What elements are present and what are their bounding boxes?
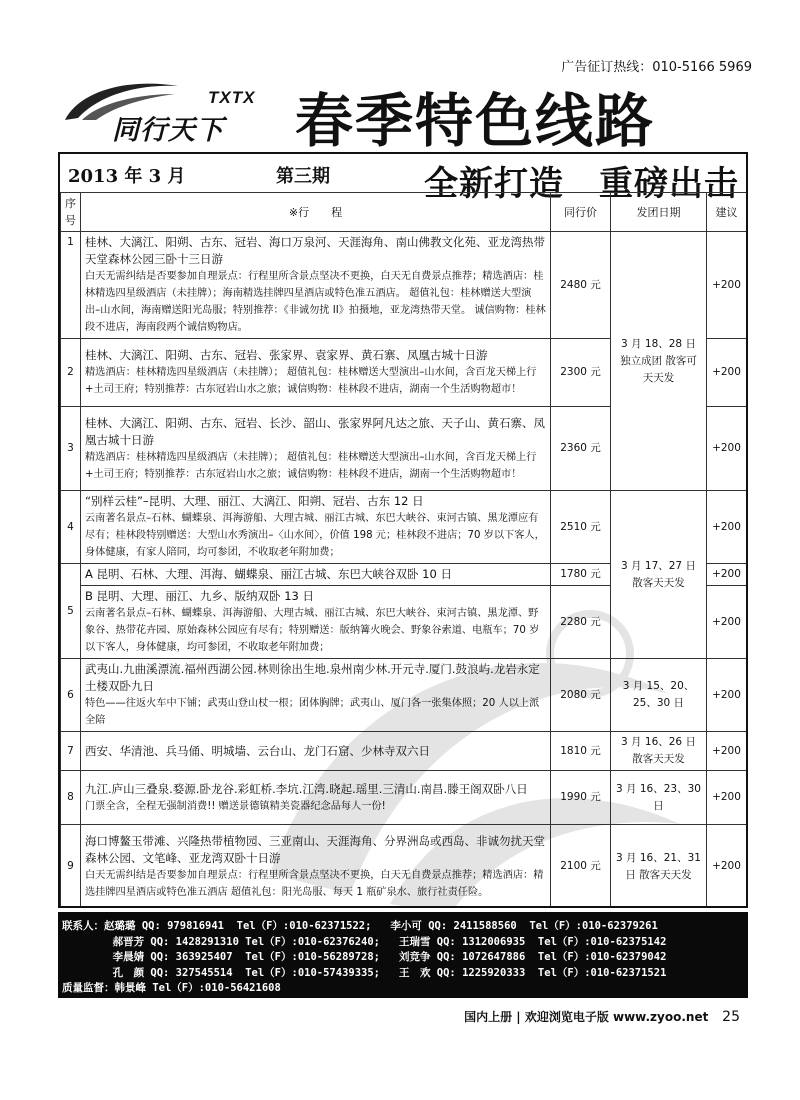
routes-panel <box>58 152 748 908</box>
route-name: 西安、华清池、兵马俑、明城墙、云台山、龙门石窟、少林寺双六日 <box>85 743 430 758</box>
route-detail: 门票全含，全程无强制消费!! 赠送景德镇精美瓷器纪念品每人一份! <box>85 800 386 812</box>
route-trip <box>81 732 551 771</box>
table-row <box>61 732 747 771</box>
route-trip <box>81 825 551 909</box>
col-date-header: 发团日期 <box>611 193 707 232</box>
route-suggest: +200 <box>707 232 747 339</box>
route-date: 3 月 15、20、25、30 日 <box>611 659 707 732</box>
routes-table <box>60 192 747 908</box>
table-row <box>61 771 747 825</box>
issue-header <box>60 154 746 204</box>
route-trip <box>81 491 551 564</box>
page-title: 春季特色线路 <box>295 87 656 155</box>
route-detail: 白天无需纠结是否要参加自理景点：行程里所含景点坚决不更换，白天无自费景点推荐；精选酒店：桂林精选四星级酒店（未挂牌）；海南精选挂牌四星酒店或特色准五酒店。 超值礼包：桂林赠送大型演出–山水间，海南赠送阳光岛服；特别推荐：《非诚勿扰 II》拍摄地，亚龙湾热带天堂。 诚信购物：桂林段不进店，海南段两个诚信购物店。 <box>85 271 546 333</box>
col-trip-header: ※行 程 <box>81 193 551 232</box>
route-date-group: 3 月 18、28 日 独立成团 散客可天天发 <box>611 232 707 491</box>
route-price: 1780 元 <box>551 564 611 586</box>
route-no: 7 <box>61 732 81 771</box>
route-suggest: +200 <box>707 586 747 659</box>
route-price: 2280 元 <box>551 586 611 659</box>
route-price: 2100 元 <box>551 825 611 909</box>
quality-supervisor-line: 质量监督：韩景峰 Tel（F）:010-56421608 <box>62 982 281 994</box>
page-number: 25 <box>722 1009 740 1025</box>
route-name: 海口博鳌玉带滩、兴隆热带植物园、三亚南山、天涯海角、分界洲岛或西岛、非诚勿扰天堂森林公园、文笔峰、亚龙湾双卧十日游 <box>85 833 545 865</box>
route-detail: 精选酒店：桂林精选四星级酒店（未挂牌）； 超值礼包：桂林赠送大型演出–山水间，含百龙天梯上行+土司王府；特别推荐：古东冠岩山水之旅；诚信购物：桂林段不进店，湖南一个生活购物超市！ <box>85 367 537 395</box>
table-row <box>61 659 747 732</box>
contacts-box <box>58 912 748 998</box>
footer-text: 国内上册 | 欢迎浏览电子版 www.zyoo.net <box>464 1010 709 1024</box>
slogan: 全新打造 重磅出击 <box>424 164 739 204</box>
route-no: 1 <box>61 232 81 339</box>
route-detail: 白天无需纠结是否要参加自理景点：行程里所含景点坚决不更换，白天无自费景点推荐；精选酒店：精选挂牌四星酒店或特色准五酒店 超值礼包：阳光岛服、每天 1 瓶矿泉水、旅行社责任险。 <box>85 869 544 898</box>
route-date: 3 月 16、26 日 散客天天发 <box>611 732 707 771</box>
route-no: 6 <box>61 659 81 732</box>
route-name: “别样云桂”–昆明、大理、丽江、大漓江、阳朔、冠岩、古东 12 日 <box>85 494 424 508</box>
contact-line: 联系人：赵璐璐 QQ: 979816941 Tel（F）:010-62371522; 李小可 QQ: 2411588560 Tel（F）:010-62379261 <box>62 920 658 932</box>
route-trip <box>81 586 551 659</box>
route-date: 3 月 16、23、30 日 <box>611 771 707 825</box>
route-price: 2480 元 <box>551 232 611 339</box>
table-row <box>61 491 747 564</box>
contact-line: 孔 颜 QQ: 327545514 Tel（F）:010-57439335; 王 欢 QQ: 1225920333 Tel（F）:010-62371521 <box>62 966 667 979</box>
route-no: 8 <box>61 771 81 825</box>
route-no: 2 <box>61 339 81 407</box>
route-name: 九江.庐山三叠泉.婺源.卧龙谷.彩虹桥.李坑.江湾.晓起.瑶里.三清山.南昌.滕王阁双卧八日 <box>85 781 528 796</box>
route-no: 5 <box>61 564 81 659</box>
route-name: 武夷山.九曲溪漂流.福州西湖公园.林则徐出生地.泉州南少林.开元寺.厦门.鼓浪屿.龙岩永定土楼双卧九日 <box>85 662 540 693</box>
issue-number: 第三期 <box>276 166 330 187</box>
col-price-header: 同行价 <box>551 193 611 232</box>
route-detail: 精选酒店：桂林精选四星级酒店（未挂牌）； 超值礼包：桂林赠送大型演出–山水间，含百龙天梯上行+土司王府；特别推荐：古东冠岩山水之旅；诚信购物：桂林段不进店，湖南一个生活购物超市！ <box>85 451 537 480</box>
route-name: A 昆明、石林、大理、洱海、蝴蝶泉、丽江古城、东巴大峡谷双卧 10 日 <box>85 567 452 581</box>
route-trip <box>81 659 551 732</box>
route-suggest: +200 <box>707 825 747 909</box>
route-trip <box>81 564 551 586</box>
issue-date: 2013 年 3 月 <box>68 166 186 187</box>
route-detail: 云南著名景点–石林、蝴蝶泉、洱海游船、大理古城、丽江古城、东巴大峡谷、束河古镇、黑龙潭、野象谷、热带花卉园、原始森林公园应有尽有；特别赠送：版纳篝火晚会、野象谷索道、电瓶车；70 岁以下客人，身体健康，均可参团，不收取老年附加费； <box>85 608 540 653</box>
route-name: 桂林、大漓江、阳朔、古东、冠岩、海口万泉河、天涯海角、南山佛教文化苑、亚龙湾热带天堂森林公园三卧十三日游 <box>85 235 545 266</box>
table-header-row <box>61 193 747 232</box>
route-suggest: +200 <box>707 407 747 491</box>
brand-latin: TXTX <box>208 88 256 107</box>
route-suggest: +200 <box>707 564 747 586</box>
route-date-group: 3 月 17、27 日 散客天天发 <box>611 491 707 659</box>
route-price: 2080 元 <box>551 659 611 732</box>
route-no: 9 <box>61 825 81 909</box>
route-name: B 昆明、大理、丽江、九乡、版纳双卧 13 日 <box>85 589 314 603</box>
route-suggest: +200 <box>707 771 747 825</box>
col-suggest-header: 建议 <box>707 193 747 232</box>
contact-line: 郝晋芳 QQ: 1428291310 Tel（F）:010-62376240; 王瑞雪 QQ: 1312006935 Tel（F）:010-62375142 <box>62 935 667 948</box>
route-suggest: +200 <box>707 732 747 771</box>
route-price: 2360 元 <box>551 407 611 491</box>
contact-line: 李晨婧 QQ: 363925407 Tel（F）:010-56289728; 刘竞争 QQ: 1072647886 Tel（F）:010-62379042 <box>62 951 667 963</box>
route-name: 桂林、大漓江、阳朔、古东、冠岩、长沙、韶山、张家界阿凡达之旅、天子山、黄石寨、凤凰古城十日游 <box>85 415 545 447</box>
route-no: 4 <box>61 491 81 564</box>
route-no: 3 <box>61 407 81 491</box>
route-suggest: +200 <box>707 659 747 732</box>
route-detail: 云南著名景点–石林、蝴蝶泉、洱海游船、大理古城、丽江古城、东巴大峡谷、束河古镇、黑龙潭应有尽有；桂林段特别赠送：大型山水秀演出–〈山水间〉，价值 198 元；桂林段不进店；70 岁以下客人，身体健康，有家人陪同，均可参团，不收取老年附加费； <box>85 513 545 558</box>
page-footer <box>464 1008 740 1025</box>
table-row <box>61 825 747 909</box>
route-trip <box>81 339 551 407</box>
route-name: 桂林、大漓江、阳朔、古东、冠岩、张家界、袁家界、黄石寨、凤凰古城十日游 <box>85 348 488 362</box>
route-detail: 特色——往返火车中下铺；武夷山登山杖一根；团体胸牌；武夷山、厦门各一张集体照；20 人以上派全陪 <box>85 698 540 726</box>
brand-chinese: 同行天下 <box>112 115 224 146</box>
brand-logo <box>60 80 285 146</box>
route-price: 2300 元 <box>551 339 611 407</box>
route-date: 3 月 16、21、31 日 散客天天发 <box>611 825 707 909</box>
route-trip <box>81 407 551 491</box>
table-row <box>61 232 747 339</box>
ad-hotline: 广告征订热线：010-5166 5969 <box>561 60 752 75</box>
route-suggest: +200 <box>707 339 747 407</box>
route-price: 2510 元 <box>551 491 611 564</box>
route-price: 1810 元 <box>551 732 611 771</box>
route-price: 1990 元 <box>551 771 611 825</box>
route-suggest: +200 <box>707 491 747 564</box>
route-trip <box>81 232 551 339</box>
col-no-header: 序号 <box>61 193 81 232</box>
route-trip <box>81 771 551 825</box>
